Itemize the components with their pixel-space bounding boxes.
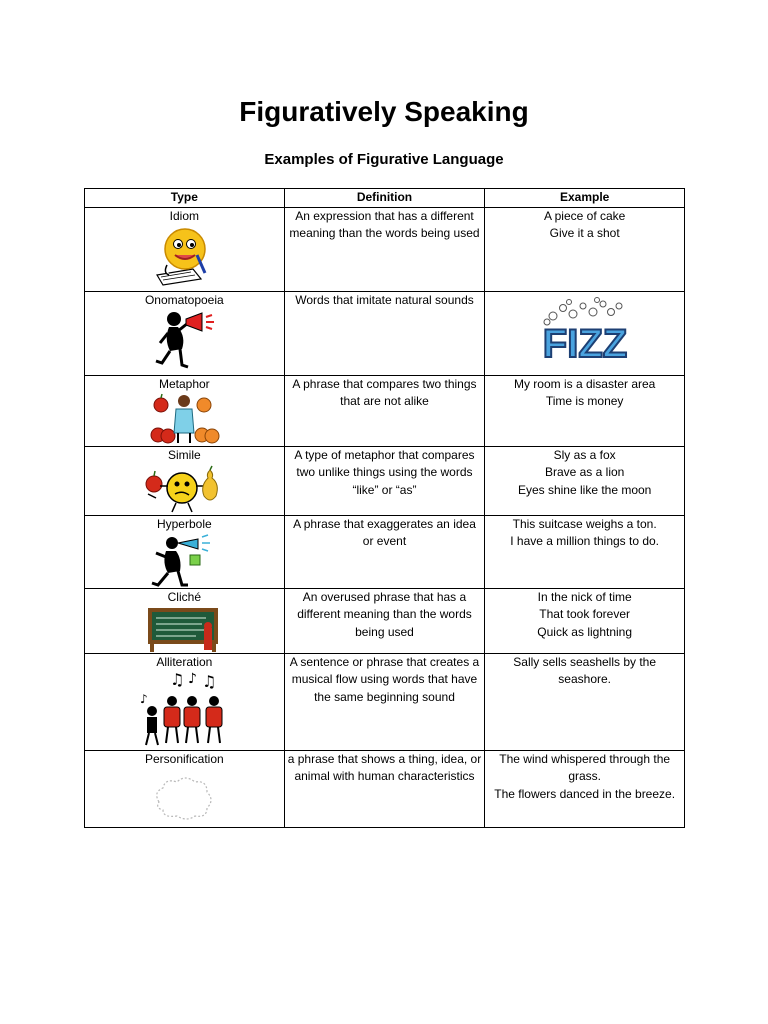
type-label: Idiom [169,208,199,223]
definition-cell: Words that imitate natural sounds [284,291,485,375]
example-line: Give it a shot [549,226,620,240]
example-cell [485,291,685,375]
table-row [85,750,685,827]
type-cell [85,446,285,515]
example-line: Eyes shine like the moon [517,482,652,497]
definition-cell: A phrase that compares two things that are not alike [284,375,485,446]
smiley-writing-icon [153,225,215,287]
singing-figures-icon [136,671,232,749]
definition-cell: a phrase that shows a thing, idea, or animal with human characteristics [284,750,485,827]
example-cell [485,750,685,827]
type-label: Alliteration [156,654,213,669]
example-cell [485,375,685,446]
table-row [85,515,685,588]
chalkboard-icon [146,606,222,652]
table-row [85,653,685,750]
cloud-outline-icon [151,772,217,822]
header-type: Type [85,189,285,208]
type-label: Simile [167,447,201,462]
svg-text:♪: ♪ [140,692,148,706]
example-line: Quick as lightning [537,624,633,639]
type-label: Cliché [167,589,201,604]
example-line: The wind whispered through the grass. [499,751,671,783]
type-cell [85,588,285,653]
example-line: I have a million things to do. [510,534,660,548]
example-cell [485,515,685,588]
example-line: In the nick of time [537,589,632,604]
type-label: Personification [144,751,224,766]
definition-cell: A sentence or phrase that creates a musical flow using words that have the same beginning sound [284,653,485,750]
type-cell [85,291,285,375]
example-line: Time is money [545,394,624,408]
type-label: Hyperbole [156,516,212,531]
svg-text:♫: ♫ [202,672,217,691]
definition-cell: A type of metaphor that compares two unlike things using the words “like” or “as” [284,446,485,515]
type-cell [85,653,285,750]
figurative-language-table [84,188,685,828]
megaphone-figure-icon [148,309,220,371]
face-apple-pear-icon [144,464,224,514]
fizz-text: FIZZ [542,321,627,364]
type-cell [85,515,285,588]
type-label: Metaphor [158,376,210,391]
example-line: This suitcase weighs a ton. [512,516,657,531]
type-label: Onomatopoeia [144,292,224,307]
svg-text:♫: ♫ [170,671,185,689]
table-row [85,207,685,291]
definition-cell: An overused phrase that has a different meaning than the words being used [284,588,485,653]
example-line: That took forever [539,607,631,621]
page-subtitle: Examples of Figurative Language [264,151,504,168]
example-line: Sly as a fox [553,447,616,462]
fizz-art-icon [539,294,631,364]
example-line: Brave as a lion [544,465,625,479]
table-row [85,588,685,653]
example-line: A piece of cake [543,208,626,223]
teacher-fruit-icon [148,393,220,445]
header-example: Example [485,189,685,208]
header-definition: Definition [284,189,485,208]
example-cell [485,207,685,291]
definition-cell: An expression that has a different meaning than the words being used [284,207,485,291]
page-title: Figuratively Speaking [239,96,529,127]
type-cell [85,750,285,827]
table-row [85,375,685,446]
trumpet-figure-icon [148,533,220,587]
example-line: My room is a disaster area [513,376,656,391]
type-cell [85,207,285,291]
type-cell [85,375,285,446]
svg-text:♪: ♪ [188,671,198,687]
example-cell [485,653,685,750]
table-row [85,291,685,375]
example-line: The flowers danced in the breeze. [494,786,676,801]
example-cell [485,446,685,515]
table-header-row [85,189,685,208]
example-line: Sally sells seashells by the seashore. [513,654,657,686]
example-cell [485,588,685,653]
definition-cell: A phrase that exaggerates an idea or event [284,515,485,588]
table-row [85,446,685,515]
